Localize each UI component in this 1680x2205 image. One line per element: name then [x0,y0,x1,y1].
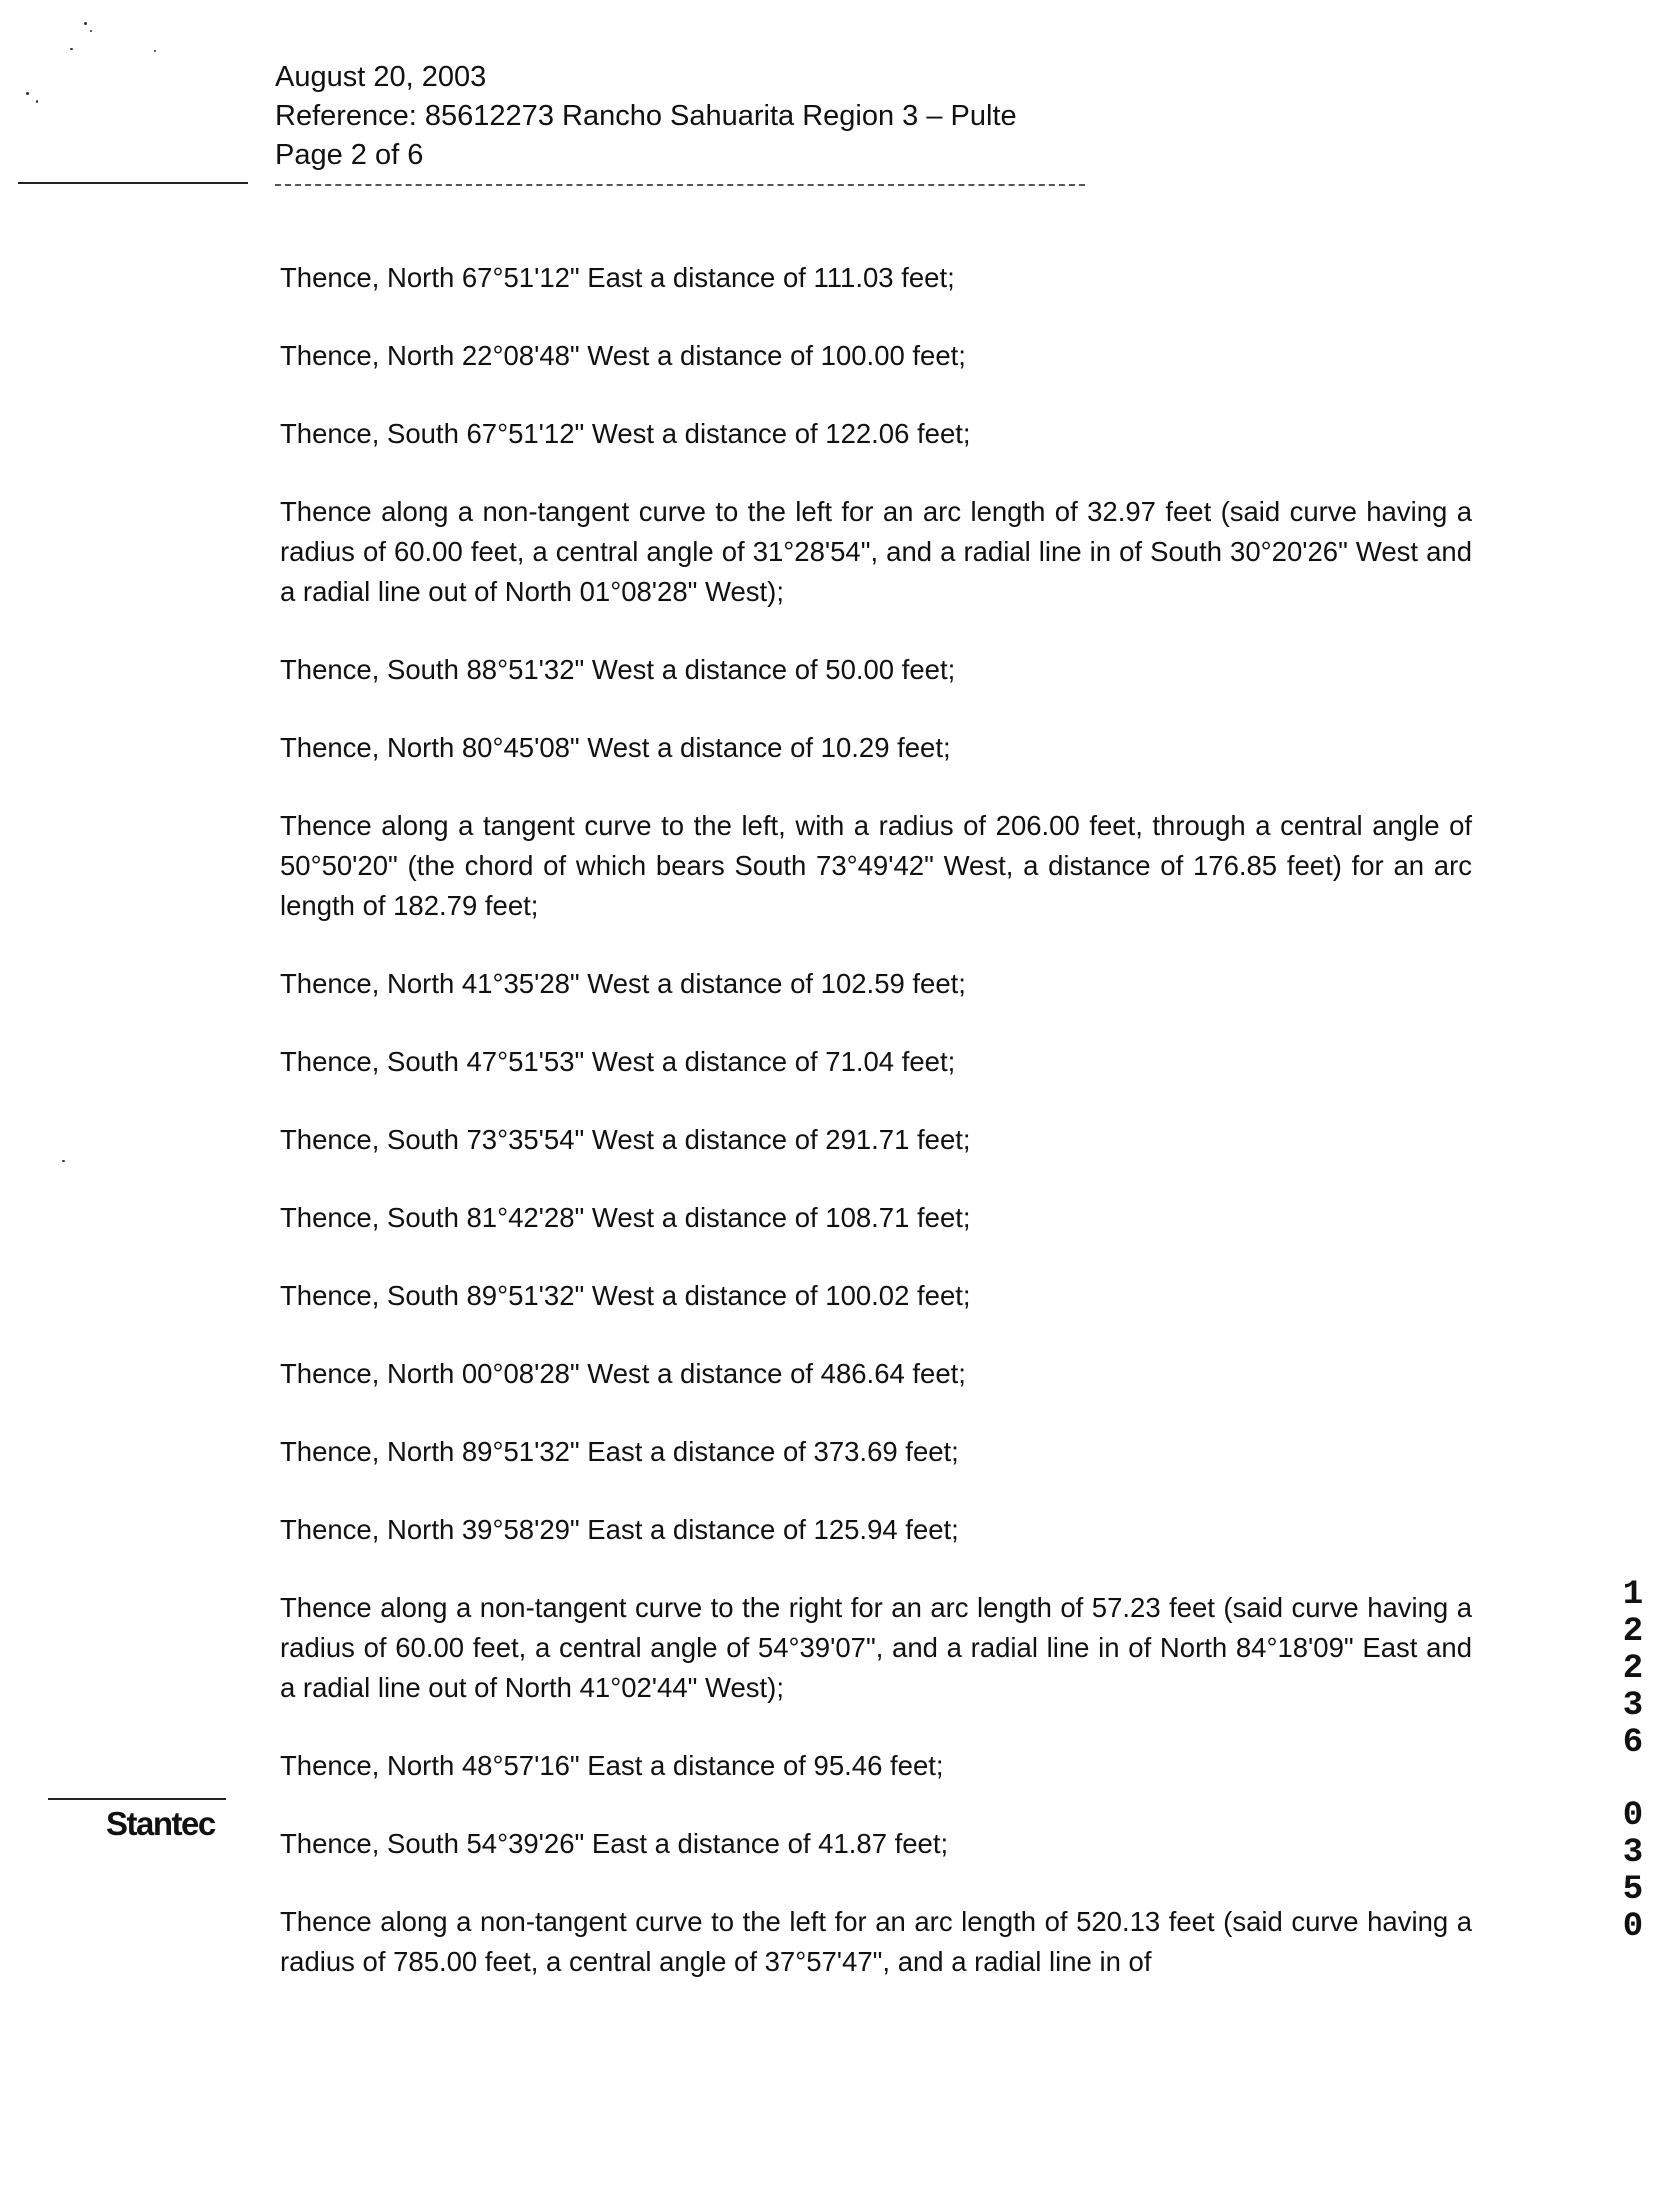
brand-rule [48,1798,226,1800]
scan-speck [154,50,156,52]
stamp-digit: 3 [1622,1834,1644,1872]
stamp-digit: 2 [1622,1650,1644,1688]
stamp-gap [1616,1762,1650,1798]
scan-speck [26,92,29,95]
course-paragraph: Thence, South 89°51'32" West a distance of 100.02 feet; [280,1280,971,1311]
stamp-digit: 0 [1622,1908,1644,1946]
course-paragraph: Thence, North 39°58'29" East a distance of 125.94 feet; [280,1514,959,1545]
stamp-digit: 0 [1622,1797,1644,1835]
stamp-digit: 6 [1622,1724,1644,1762]
header-rule-left [18,182,248,184]
scan-speck [62,1160,65,1162]
curve-paragraph: Thence along a non-tangent curve to the left for an arc length of 520.13 feet (said curve having a radius of 785.00 feet, a central angle of 37°57'47", and a radial line in of [280,1906,1472,1977]
scan-speck [84,22,87,25]
recording-stamp [1616,1577,1650,1946]
document-header [275,58,1017,175]
stamp-digit: 5 [1622,1871,1644,1909]
course-paragraph: Thence, North 00°08'28" West a distance of 486.64 feet; [280,1358,966,1389]
curve-paragraph: Thence along a non-tangent curve to the left for an arc length of 32.97 feet (said curve having a radius of 60.00 feet, a central angle of 31°28'54", and a radial line in of South 30°20'26" West and a radial line out of North 01°08'28" West); [280,496,1472,607]
curve-paragraph: Thence along a non-tangent curve to the right for an arc length of 57.23 feet (said curve having a radius of 60.00 feet, a central angle of 54°39'07", and a radial line in of North 84°18'09" East and a radial line out of North 41°02'44" West); [280,1592,1472,1703]
scan-speck [70,48,73,50]
course-paragraph: Thence, South 67°51'12" West a distance of 122.06 feet; [280,418,971,449]
header-page-number: Page 2 of 6 [275,139,424,171]
curve-paragraph: Thence along a tangent curve to the left, with a radius of 206.00 feet, through a central angle of 50°50'20" (the chord of which bears South 73°49'42" West, a distance of 176.85 feet) for an arc length of 182.79 feet; [280,810,1472,921]
stamp-digit: 2 [1622,1613,1644,1651]
course-paragraph: Thence, South 54°39'26" East a distance of 41.87 feet; [280,1828,949,1859]
stantec-logo: Stantec [106,1805,215,1842]
course-paragraph: Thence, North 89°51'32" East a distance of 373.69 feet; [280,1436,959,1467]
course-paragraph: Thence, South 81°42'28" West a distance of 108.71 feet; [280,1202,971,1233]
stamp-digit: 3 [1622,1687,1644,1725]
header-rule [275,184,1085,186]
course-paragraph: Thence, North 48°57'16" East a distance of 95.46 feet; [280,1750,944,1781]
header-reference: Reference: 85612273 Rancho Sahuarita Region 3 – Pulte [275,100,1017,132]
course-paragraph: Thence, North 22°08'48" West a distance of 100.00 feet; [280,340,966,371]
scan-speck [90,30,92,32]
course-paragraph: Thence, North 41°35'28" West a distance of 102.59 feet; [280,968,966,999]
course-paragraph: Thence, North 67°51'12" East a distance of 111.03 feet; [280,262,955,293]
course-paragraph: Thence, South 47°51'53" West a distance of 71.04 feet; [280,1046,956,1077]
legal-description-body [280,258,1472,1982]
course-paragraph: Thence, South 73°35'54" West a distance of 291.71 feet; [280,1124,971,1155]
scan-speck [36,100,38,103]
stamp-digit: 1 [1622,1576,1644,1614]
course-paragraph: Thence, North 80°45'08" West a distance of 10.29 feet; [280,732,951,763]
course-paragraph: Thence, South 88°51'32" West a distance of 50.00 feet; [280,654,956,685]
header-date: August 20, 2003 [275,61,487,93]
